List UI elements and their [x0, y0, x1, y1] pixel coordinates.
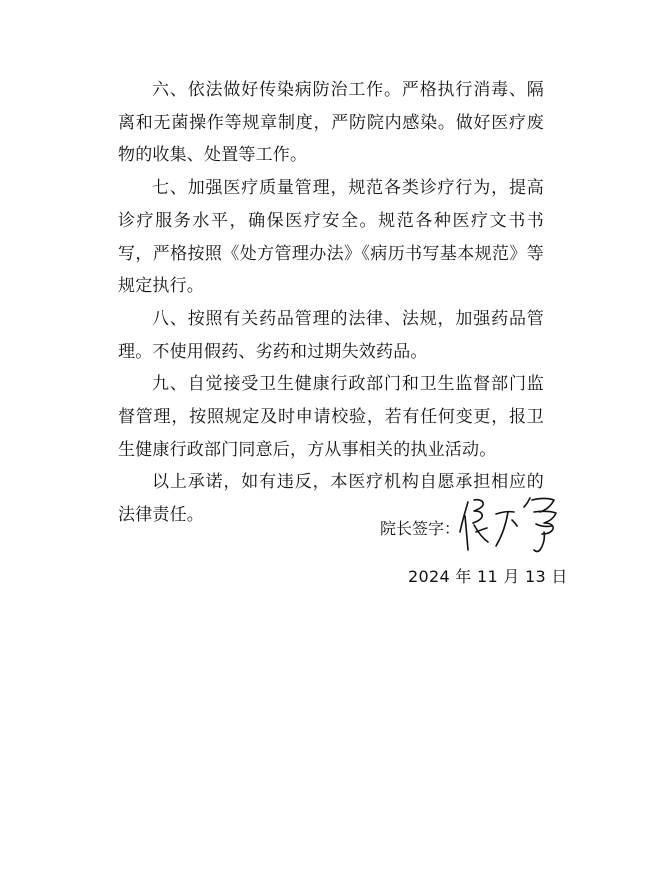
handwritten-signature: [456, 492, 566, 554]
paragraph-6: 六、依法做好传染病防治工作。严格执行消毒、隔离和无菌操作等规章制度，严防院内感染。做好医疗废物的收集、处置等工作。: [118, 80, 544, 166]
signature-block: [380, 492, 580, 562]
paragraph-7: 七、加强医疗质量管理，规范各类诊疗行为，提高诊疗服务水平，确保医疗安全。规范各种医疗文书书写，严格按照《处方管理办法》《病历书写基本规范》等规定执行。: [118, 178, 544, 297]
document-body: [118, 74, 544, 532]
paragraph-9: 九、自觉接受卫生健康行政部门和卫生监督部门监督管理，按照规定及时申请校验，若有任何变更，报卫生健康行政部门同意后，方从事相关的执业活动。: [118, 374, 544, 460]
paragraph-commitment: 以上承诺，如有违反，本医疗机构自愿承担相应的法律责任。: [118, 472, 544, 526]
document-date: 2024 年 11 月 13 日: [408, 567, 568, 586]
paragraph-8: 八、按照有关药品管理的法律、法规，加强药品管理。不使用假药、劣药和过期失效药品。: [118, 308, 544, 362]
signature-label: 院长签字：: [380, 519, 461, 538]
